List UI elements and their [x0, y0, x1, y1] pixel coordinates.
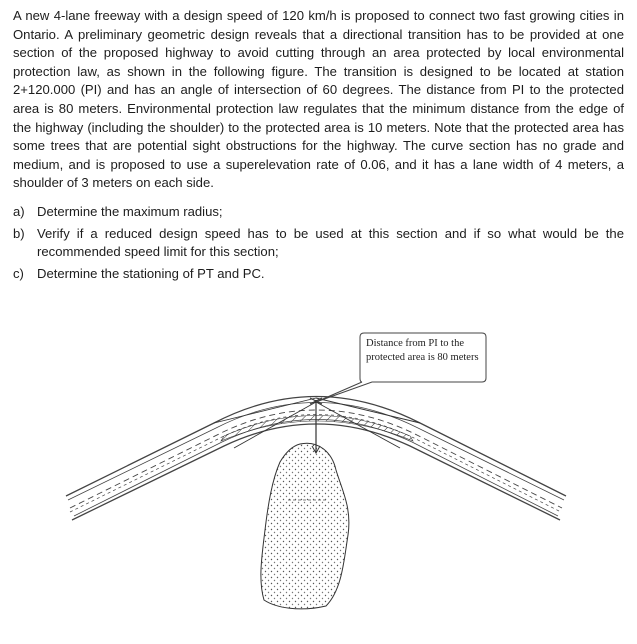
transition-band	[221, 416, 413, 442]
question-label: c)	[13, 265, 24, 281]
question-text: Determine the maximum radius;	[37, 204, 223, 219]
question-label: b)	[13, 225, 25, 241]
problem-statement: A new 4-lane freeway with a design speed of 120 km/h is proposed to connect two fast growing cities in Ontario. A preliminary geometric design reveals that a directional transition has to be provided at one section of the proposed highway to avoid cutting through an area protected by local environmental protection law, as shown in the following figure. The transition is designed to be located at station 2+120.000 (PI) and has an angle of intersection of 60 degrees. The distance from PI to the protected area is 80 meters. Environmental protection law regulates that the minimum distance from the edge of the highway (including the shoulder) to the protected area is 10 meters. Note that the protected area has some trees that are potential sight obstructions for the highway. The curve section has no grade and medium, and is proposed to use a superelevation rate of 0.06, and it has a lane width of 4 meters, a shoulder of 3 meters on each side.	[13, 8, 624, 191]
question-text: Verify if a reduced design speed has to be used at this section and if so what would be the recommended speed limit for this section;	[37, 225, 624, 260]
highway-curve-diagram	[0, 310, 637, 644]
question-item	[13, 203, 624, 222]
question-list	[13, 203, 624, 286]
question-text: Determine the stationing of PT and PC.	[37, 265, 265, 281]
protected-area	[261, 443, 349, 609]
callout-text: Distance from PI to the protected area is 80 meters	[366, 338, 479, 363]
question-item	[13, 265, 624, 284]
question-item	[13, 225, 624, 262]
question-label: a)	[13, 204, 25, 219]
